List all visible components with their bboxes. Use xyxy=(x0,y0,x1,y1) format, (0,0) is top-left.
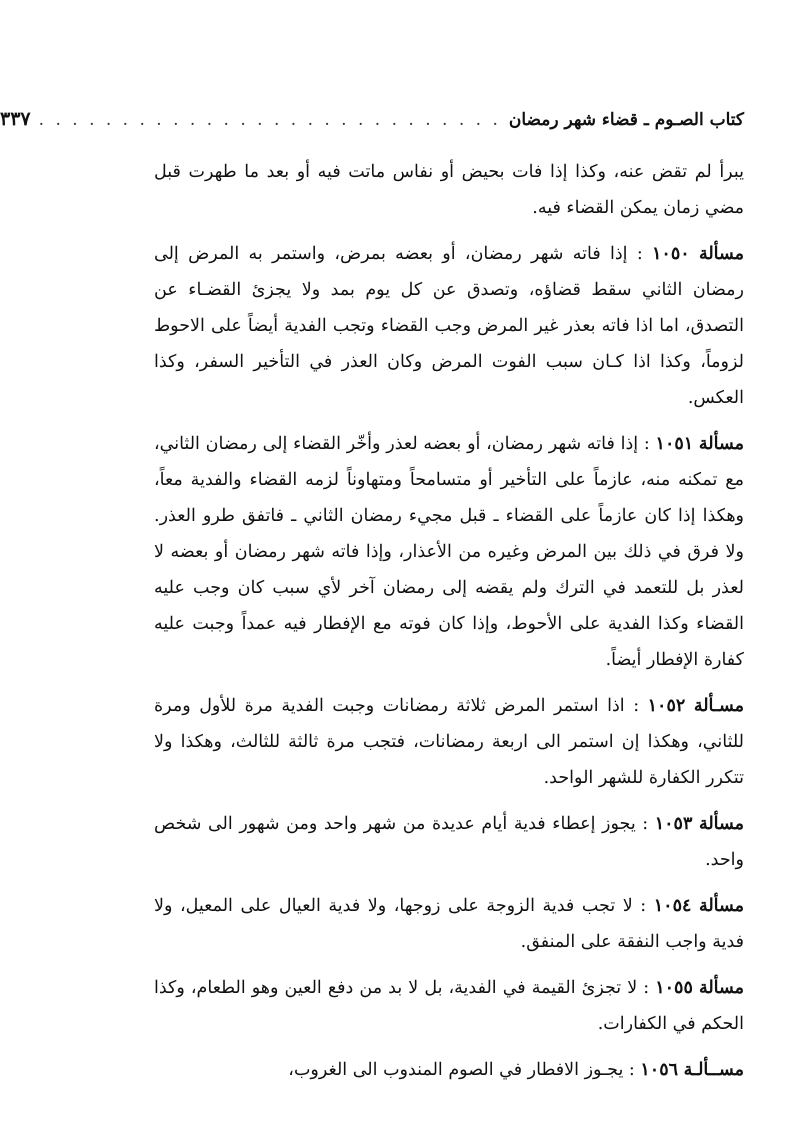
issue-1050 xyxy=(154,236,744,416)
issue-label: مسألة xyxy=(698,244,744,264)
header-title: كتاب الصـوم ـ قضاء شهر رمضان xyxy=(508,110,744,130)
issue-1054 xyxy=(154,888,744,960)
issue-1052 xyxy=(154,688,744,796)
issue-number: ١٠٥١ xyxy=(655,434,694,454)
issue-text: : يجـوز الافطار في الصوم المندوب الى الغروب، xyxy=(288,1060,635,1080)
issue-number: ١٠٥٠ xyxy=(652,244,690,264)
issue-1055 xyxy=(154,970,744,1042)
issue-text: : يجوز إعطاء فدية أيام عديدة من شهر واحد ومن شهور الى شخص واحد. xyxy=(154,814,744,870)
issue-number: ١٠٥٥ xyxy=(655,978,693,998)
issue-label: مسألة xyxy=(698,434,744,454)
issue-text: : إذا فاته شهر رمضان، أو بعضه لعذر وأخّر القضاء إلى رمضان الثاني، مع تمكنه منه، عازماً على التأخير أو متسامحاً ومتهاوناً لزمه القضاء والفدية معاً، وهكذا إذا كان عازماً على القضاء ـ قبل مجيء رمضان الثاني ـ فاتفق طرو العذر. ولا فرق في ذلك بين المرض وغيره من الأعذار، وإذا فاته شهر رمضان أو بعضه لا لعذر بل للتعمد في الترك ولم يقضه إلى رمضان آخر لأي سبب كان وجب عليه القضاء وكذا الفدية على الأحوط، وإذا كان فوته مع الإفطار فيه عمداً وجبت عليه كفارة الإفطار أيضاً. xyxy=(154,434,744,670)
issue-1056 xyxy=(154,1052,744,1088)
issue-label: مسألة xyxy=(698,978,744,998)
issue-text: : إذا فاته شهر رمضان، أو بعضه بمرض، واستمر به المرض إلى رمضان الثاني سقط قضاؤه، وتصدق عن كل يوم بمد ولا يجزئ القضـاء عن التصدق، اما اذا فاته بعذر غير المرض وجب القضاء وتجب الفدية أيضاً على الاحوط لزوماً، وكذا اذا كـان سبب الفوت المرض وكان العذر في التأخير السفر، وكذا العكس. xyxy=(154,244,744,408)
book-page xyxy=(0,108,744,1098)
continuation-paragraph: يبرأ لم تقض عنه، وكذا إذا فات بحيض أو نفاس ماتت فيه أو بعد ما طهرت قبل مضي زمان يمكن القضاء فيه. xyxy=(154,162,744,218)
issue-number: ١٠٥٢ xyxy=(647,696,686,716)
page-number: ٣٣٧ xyxy=(0,108,31,130)
issue-label: مسـألة xyxy=(693,696,744,716)
issue-label: مســألـة xyxy=(683,1060,744,1080)
issue-label: مسألة xyxy=(698,896,744,916)
issue-text: : لا تجزئ القيمة في الفدية، بل لا بد من دفع العين وهو الطعام، وكذا الحكم في الكفارات. xyxy=(154,978,744,1034)
issue-number: ١٠٥٣ xyxy=(654,814,693,834)
running-header xyxy=(0,108,744,142)
issue-number: ١٠٥٤ xyxy=(653,896,692,916)
issue-text: : لا تجب فدية الزوجة على زوجها، ولا فدية العيال على المعيل، ولا فدية واجب النفقة على المنفق. xyxy=(154,896,744,952)
issue-number: ١٠٥٦ xyxy=(640,1060,678,1080)
issue-text: : اذا استمر المرض ثلاثة رمضانات وجبت الفدية مرة للأول ومرة للثاني، وهكذا إن استمر الى اربعة رمضانات، فتجب مرة ثالثة للثالث، وهكذا ولا تتكرر الكفارة للشهر الواحد. xyxy=(154,696,744,788)
issue-1053 xyxy=(154,806,744,878)
page-body xyxy=(154,154,744,1088)
issue-1051 xyxy=(154,426,744,678)
header-leader-dots: . . . . . . . . . . . . . . . . . . . . . . . . . . . . xyxy=(38,110,501,130)
issue-label: مسألة xyxy=(698,814,744,834)
